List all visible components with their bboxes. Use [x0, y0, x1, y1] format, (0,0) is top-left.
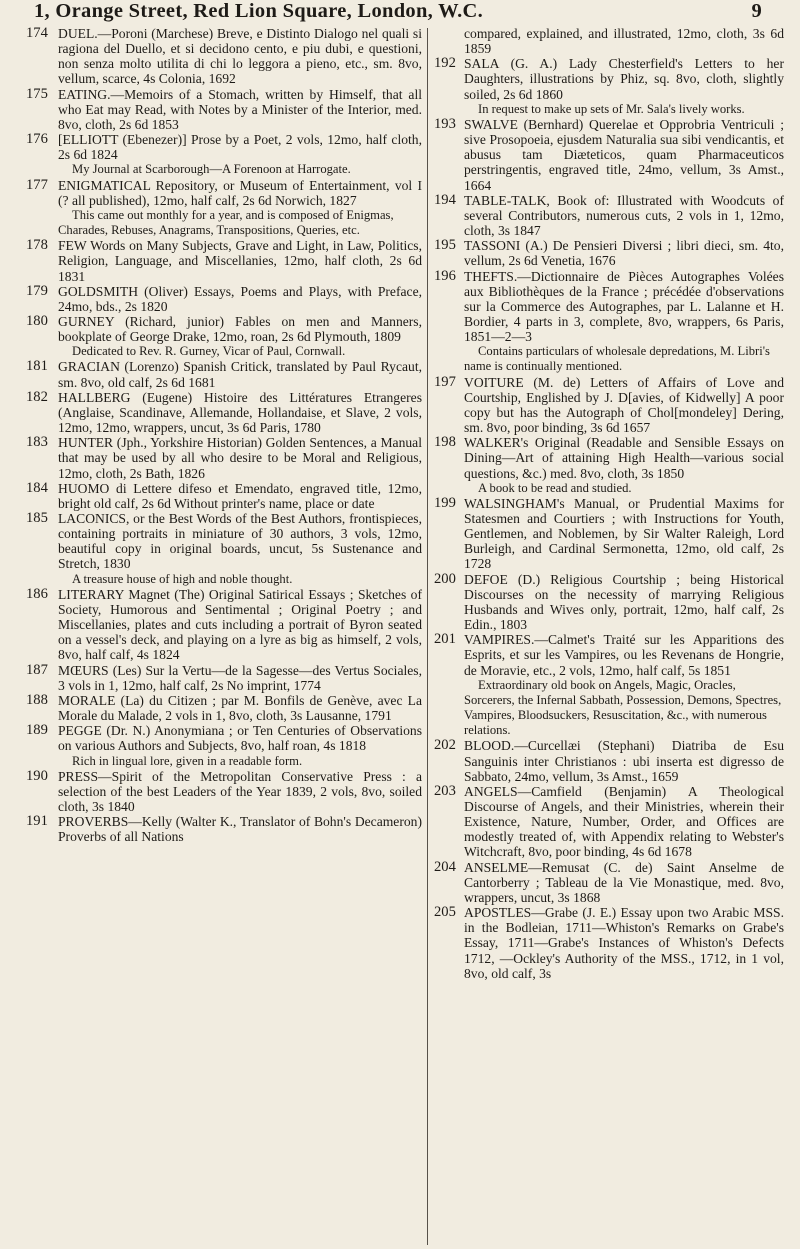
lot-number: 191 [26, 813, 48, 830]
lot-number: 177 [26, 176, 48, 193]
entry-description: GOLDSMITH (Oliver) Essays, Poems and Plays, with Preface, 24mo, bds., 2s 1820 [58, 283, 422, 314]
catalogue-entry [26, 87, 422, 132]
catalogue-entry [26, 390, 422, 435]
entry-description: ENIGMATICAL Repository, or Museum of Entertainment, vol I (? all published), 12mo, half calf, 2s 6d Norwich, 1827 [58, 177, 422, 208]
entry-description: BLOOD.—Curcellæi (Stephani) Diatriba de Esu Sanguinis inter Christianos : ubi inserta est digresso de Sabbato, 24mo, vellum, 3s Amst., 1659 [464, 738, 784, 784]
catalogue-entry [26, 481, 422, 511]
entry-description: PEGGE (Dr. N.) Anonymiana ; or Ten Centuries of Observations on various Authors and Subjects, 8vo, half roan, 4s 1818 [58, 723, 422, 754]
catalogue-entry [26, 314, 422, 359]
catalogue-entry [26, 693, 422, 723]
lot-number: 187 [26, 661, 48, 678]
lot-number: 189 [26, 722, 48, 739]
catalogue-entry [26, 26, 422, 87]
entry-description: DEFOE (D.) Religious Courtship ; being Historical Discourses on the necessity of marrying Religious Husbands and Wives only, portrait, 12mo, half calf, 2s Edin., 1803 [464, 571, 784, 633]
catalogue-entry [26, 814, 422, 844]
catalogue-entry [434, 56, 784, 117]
catalogue-entry [434, 784, 784, 860]
entry-description: PRESS—Spirit of the Metropolitan Conservative Press : a selection of the best Leaders of the Year 1839, 2 vols, 8vo, soiled cloth, 3s 1840 [58, 768, 422, 814]
entry-description: PROVERBS—Kelly (Walter K., Translator of Bohn's Decameron) Proverbs of all Nations [58, 814, 422, 845]
right-column [434, 26, 784, 981]
entry-description: HUNTER (Jph., Yorkshire Historian) Golden Sentences, a Manual that may be used by all who desire to be Moral and Religious, 12mo, cloth, 2s Bath, 1826 [58, 435, 422, 481]
entry-note: A book to be read and studied. [478, 480, 632, 495]
lot-number: 192 [434, 55, 456, 72]
entry-note: Dedicated to Rev. R. Gurney, Vicar of Paul, Cornwall. [72, 344, 346, 359]
entry-note: A treasure house of high and noble thought. [72, 571, 293, 586]
lot-number: 205 [434, 904, 456, 921]
catalogue-entry [434, 117, 784, 193]
entry-description: ANGELS—Camfield (Benjamin) A Theological Discourse of Angels, and their Ministries, wherein their Existence, Nature, Number, Order, and Offices are modestly treated of, with Appendix relating to Webster's Witchcraft, 8vo, poor binding, 4s 6d 1678 [464, 783, 784, 860]
catalogue-entry [434, 738, 784, 783]
entry-description: HALLBERG (Eugene) Histoire des Littératures Etrangeres (Anglaise, Scandinave, Allemande, Hollandaise, et Slave, 2 vols, 12mo, 12mo, wrappers, uncut, 3s 6d Paris, 1780 [58, 389, 422, 436]
entry-description: GRACIAN (Lorenzo) Spanish Critick, translated by Paul Rycaut, sm. 8vo, old calf, 2s 6d 1681 [58, 359, 422, 390]
catalogue-entry [26, 723, 422, 768]
lot-number: 175 [26, 85, 48, 102]
catalogue-entry [26, 663, 422, 693]
page-number: 9 [751, 0, 762, 22]
entry-description: GURNEY (Richard, junior) Fables on men and Manners, bookplate of George Drake, 12mo, roan, 2s 6d Plymouth, 1809 [58, 313, 422, 345]
catalogue-entry [26, 284, 422, 314]
catalogue-entry [26, 587, 422, 663]
catalogue-entry [434, 905, 784, 981]
lot-number: 195 [434, 237, 456, 254]
lot-number: 184 [26, 479, 48, 496]
lot-number: 179 [26, 282, 48, 299]
catalogue-entry [26, 132, 422, 177]
catalogue-entry [26, 435, 422, 480]
entry-description: MORALE (La) du Citizen ; par M. Bonfils de Genève, avec La Morale du Malade, 2 vols in 1, 8vo, cloth, 3s Lausanne, 1791 [58, 692, 422, 724]
catalogue-entry [26, 359, 422, 389]
entry-description: VOITURE (M. de) Letters of Affairs of Love and Courtship, Englished by J. D[avies, of Kidwelly] A poor copy but has the Autograph of Chol[mondeley] Dering, sm. 8vo, poor binding, 3s 6d 1657 [464, 374, 784, 436]
running-head: 1, Orange Street, Red Lion Square, London, W.C. [34, 0, 484, 22]
entry-description: TABLE-TALK, Book of: Illustrated with Woodcuts of several Contributors, numerous cuts, 2 vols in 1, 12mo, cloth, 3s 1847 [464, 192, 784, 239]
lot-number: 174 [26, 25, 48, 41]
catalogue-entry [26, 178, 422, 239]
catalogue-entry [434, 193, 784, 238]
catalogue-entry [434, 26, 784, 56]
entry-description: [ELLIOTT (Ebenezer)] Prose by a Poet, 2 vols, 12mo, half cloth, 2s 6d 1824 [58, 132, 422, 163]
entry-note: My Journal at Scarborough—A Forenoon at Harrogate. [72, 162, 351, 177]
lot-number: 186 [26, 585, 48, 602]
entry-description: LITERARY Magnet (The) Original Satirical Essays ; Sketches of Society, Humorous and Sentimental ; Original Poetry ; and Miscellanies, plates and cuts including a portrait of Byron seated on a vessel's deck, and playing on a lyre as big as himself, 2 vols, 8vo, half calf, 4s 1824 [58, 586, 422, 663]
entry-description: FEW Words on Many Subjects, Grave and Light, in Law, Politics, Religion, Language, and Miscellanies, 12mo, half cloth, 2s 6d 1831 [58, 238, 422, 284]
entry-description: ANSELME—Remusat (C. de) Saint Anselme de Cantorberry ; Tableau de la Vie Monastique, med. 8vo, wrappers, uncut, 3s 1868 [464, 859, 784, 905]
lot-number: 182 [26, 388, 48, 405]
catalogue-entry [26, 511, 422, 587]
entry-description: LACONICS, or the Best Words of the Best Authors, frontispieces, containing portraits in miniature of 30 authors, 3 vols, 12mo, beautiful copy in original boards, uncut, 5s Sustenance and Stretch, 1830 [58, 511, 422, 572]
entry-description: THEFTS.—Dictionnaire de Pièces Autographes Volées aux Bibliothèques de la France ; précédée d'observations sur la Commerce des Autographes, par L. Lalanne et H. Bordier, 4 parts in 3, complete, 8vo, wrappers, 6s Paris, 1851—2—3 [464, 268, 784, 345]
lot-number: 181 [26, 358, 48, 375]
entry-description: MŒURS (Les) Sur la Vertu—de la Sagesse—des Vertus Sociales, 3 vols in 1, 12mo, half calf, 2s No imprint, 1774 [58, 662, 422, 693]
catalogue-entry [434, 632, 784, 738]
lot-number: 198 [434, 434, 456, 451]
entry-note: Rich in lingual lore, given in a readable form. [72, 753, 303, 768]
entry-description: SWALVE (Bernhard) Querelae et Opprobria Ventriculi ; sive Prosopoeia, ejusdem Naturalia sua sibi vendicantis, et abusus tam Diæteticos, quam Pharmaceuticos perstringentis, engraved title, 24mo, vellum, 3s Amst., 1664 [464, 116, 784, 193]
lot-number: 176 [26, 131, 48, 148]
lot-number: 197 [434, 373, 456, 390]
lot-number: 202 [434, 737, 456, 754]
lot-number: 183 [26, 434, 48, 451]
entry-description: SALA (G. A.) Lady Chesterfield's Letters to her Daughters, illustrations by Phiz, sq. 8vo, cloth, slightly soiled, 2s 6d 1860 [464, 56, 784, 102]
lot-number: 199 [434, 494, 456, 511]
lot-number: 200 [434, 570, 456, 587]
lot-number: 193 [434, 115, 456, 132]
catalogue-entry [434, 435, 784, 496]
entry-note: This came out monthly for a year, and is composed of Enigmas, Charades, Rebuses, Anagrams, Transpositions, Queries, etc. [58, 207, 394, 238]
catalogue-entry [434, 375, 784, 436]
catalogue-entry [26, 238, 422, 283]
entry-description: compared, explained, and illustrated, 12mo, cloth, 3s 6d 1859 [464, 26, 784, 57]
entry-note: Contains particulars of wholesale depredations, M. Libri's name is continually mentioned. [464, 344, 770, 374]
catalogue-entry [434, 860, 784, 905]
entry-description: VAMPIRES.—Calmet's Traité sur les Apparitions des Esprits, et sur les Vampires, ou les Revenans de Hongrie, de Moravie, etc., 2 vols, 12mo, half calf, 5s 1851 [464, 632, 784, 678]
lot-number: 178 [26, 237, 48, 254]
entry-note: In request to make up sets of Mr. Sala's lively works. [478, 101, 745, 116]
lot-number: 196 [434, 267, 456, 284]
entry-note: Extraordinary old book on Angels, Magic, Oracles, Sorcerers, the Infernal Sabbath, Possession, Demons, Spectres, Vampires, Bloodsuckers, Resuscitation, &c., with numerous relations. [464, 677, 782, 738]
catalogue-entry [434, 496, 784, 572]
catalogue-entry [434, 269, 784, 375]
lot-number: 188 [26, 691, 48, 708]
entry-description: APOSTLES—Grabe (J. E.) Essay upon two Arabic MSS. in the Bodleian, 1711—Whiston's Remarks on Grabe's Essay, 1711—Grabe's Instances of Whiston's Defects 1712, —Ockley's Authority of the MSS., 1712, in 1 vol, 8vo, old calf, 3s [464, 905, 784, 981]
lot-number: 201 [434, 631, 456, 648]
entry-description: DUEL.—Poroni (Marchese) Breve, e Distinto Dialogo nel quali si ragiona del Duello, et si decidono cento, e piu dubi, e questioni, non senza molto utilita di chi lo leggora a pieno, etc., sm. 8vo, vellum, scarce, 4s Colonia, 1692 [58, 26, 422, 87]
lot-number: 203 [434, 782, 456, 799]
lot-number: 194 [434, 191, 456, 208]
catalogue-entry [434, 572, 784, 633]
lot-number: 204 [434, 858, 456, 875]
catalogue-columns [0, 26, 800, 1249]
left-column [26, 26, 422, 844]
lot-number: 190 [26, 767, 48, 784]
entry-description: HUOMO di Lettere difeso et Emendato, engraved title, 12mo, bright old calf, 2s 6d Without printer's name, place or date [58, 480, 422, 511]
entry-description: EATING.—Memoirs of a Stomach, written by Himself, that all who Eat may Read, with Notes by a Minister of the Interior, med. 8vo, cloth, 2s 6d 1853 [58, 86, 422, 132]
catalogue-entry [26, 769, 422, 814]
lot-number: 185 [26, 510, 48, 526]
entry-description: WALSINGHAM's Manual, or Prudential Maxims for Statesmen and Courtiers ; with Instructions for Youth, Gentlemen, and Noblemen, by Sir Walter Raleigh, Lord Burleigh, and Cardinal Sermonetta, 12mo, old calf, 2s 1728 [464, 495, 784, 572]
catalogue-entry [434, 238, 784, 268]
entry-description: TASSONI (A.) De Pensieri Diversi ; libri dieci, sm. 4to, vellum, 2s 6d Venetia, 1676 [464, 238, 784, 269]
lot-number: 180 [26, 312, 48, 329]
column-divider [427, 28, 428, 1245]
entry-description: WALKER's Original (Readable and Sensible Essays on Dining—Art of attaining High Health—various social questions, &c.) med. 8vo, cloth, 3s 1850 [464, 435, 784, 481]
